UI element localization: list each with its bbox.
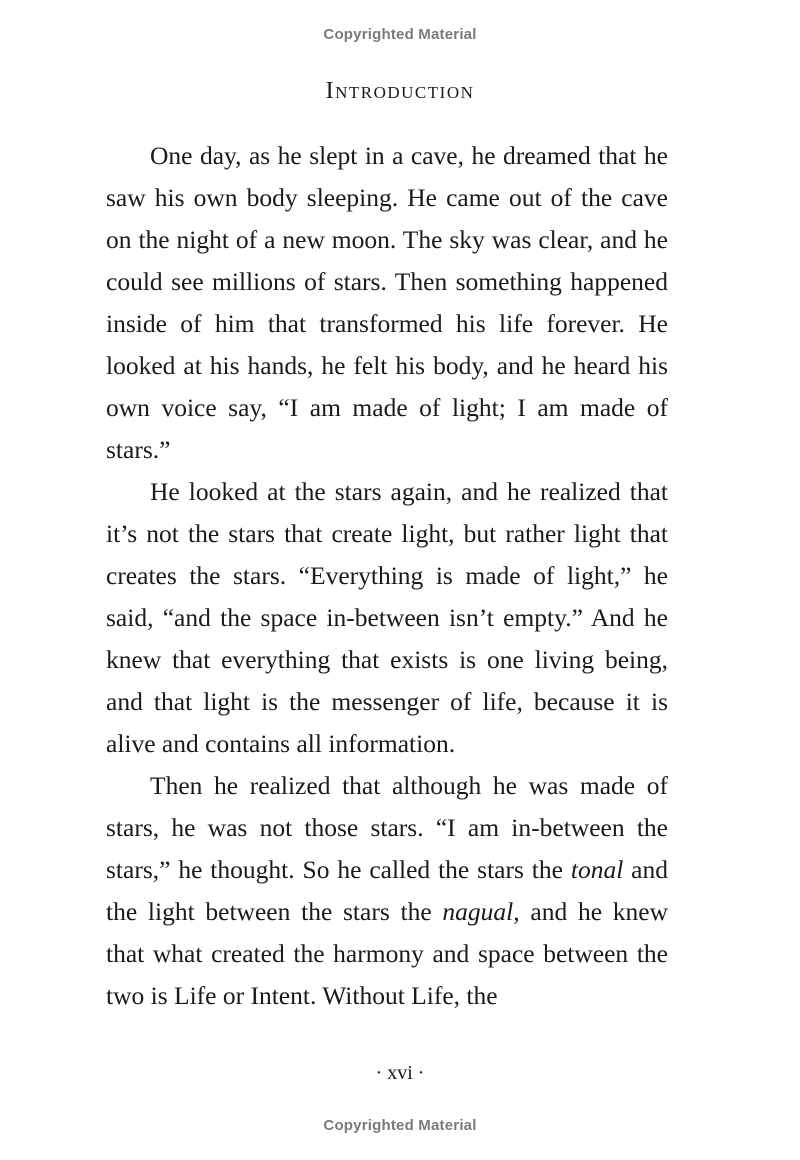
copyright-watermark-bottom: Copyrighted Material xyxy=(323,1117,477,1134)
paragraph-3-text-c: and he knew that what created the harmony and space between the two is Life or Intent. Without Life, the xyxy=(106,897,668,1010)
term-tonal: tonal xyxy=(570,855,624,884)
paragraph-2: He looked at the stars again, and he realized that it’s not the stars that create light, but rather light that creates the stars. “Everything is made of light,” he said, “and the space in-between isn’t empty.” And he knew that everything that exists is one living being, and that light is the messenger of life, because it is alive and contains all information. xyxy=(106,477,668,758)
paragraph-1: One day, as he slept in a cave, he dreamed that he saw his own body sleeping. He came out of the cave on the night of a new moon. The sky was clear, and he could see millions of stars. Then something happened inside of him that transformed his life forever. He looked at his hands, he felt his body, and he heard his own voice say, “I am made of light; I am made of stars.” xyxy=(106,141,668,464)
paragraph-3-text-b: and the light between the stars the xyxy=(106,855,669,926)
running-head: Introduction xyxy=(325,78,475,104)
term-nagual: nagual, xyxy=(442,897,520,926)
copyright-watermark-top: Copyrighted Material xyxy=(323,26,477,43)
body-text xyxy=(106,135,668,1017)
paragraph-3-text-a: Then he realized that although he was made of stars, he was not those stars. “I am in-between the stars,” he thought. So he called the stars the xyxy=(106,771,668,884)
paragraph-3 xyxy=(106,765,668,1017)
page-number: · xvi · xyxy=(375,1062,425,1084)
